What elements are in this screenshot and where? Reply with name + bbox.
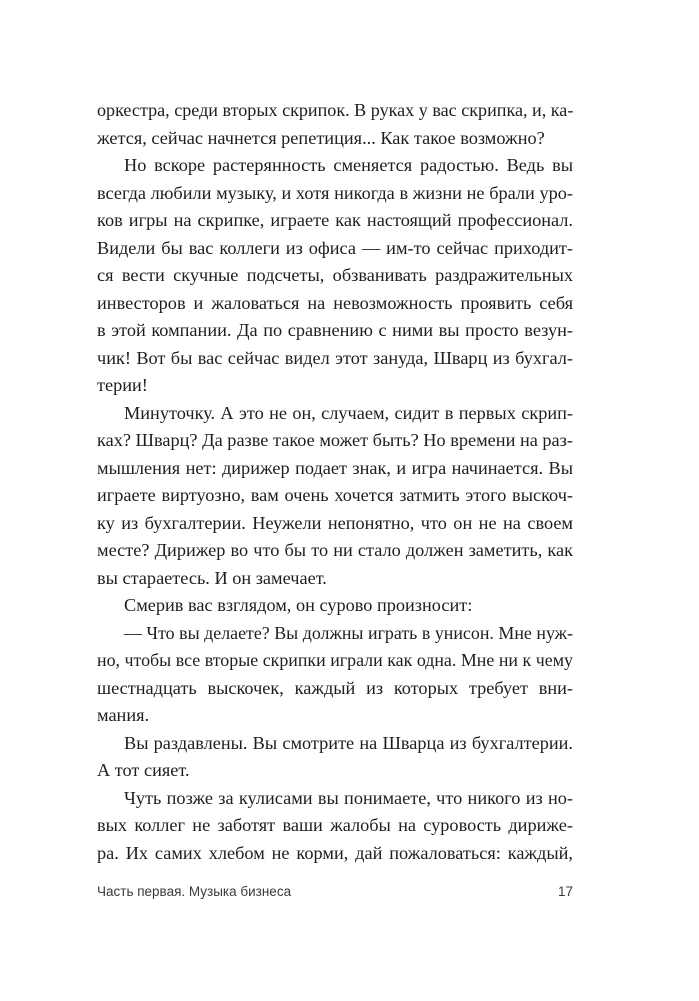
text-line: вых коллег не заботят ваши жалобы на суровость дириже- xyxy=(97,815,573,835)
text-line: — Что вы делаете? Вы должны играть в унисон. Мне нуж- xyxy=(124,622,573,643)
text-line: шестнадцать выскочек, каждый из которых требует вни- xyxy=(97,677,573,698)
text-line: жется, сейчас начнется репетиция... Как такое возможно? xyxy=(97,127,545,148)
text-line: Видели бы вас коллеги из офиса — им-то сейчас приходит- xyxy=(97,237,573,258)
text-line: всегда любили музыку, и хотя никогда в жизни не брали уро- xyxy=(97,182,573,203)
text-line: Чуть позже за кулисами вы понимаете, что никого из но- xyxy=(124,787,573,808)
text-line: ков игры на скрипке, играете как настоящий профессионал. xyxy=(97,210,573,230)
text-line: месте? Дирижер во что бы то ни стало должен заметить, как xyxy=(97,540,573,560)
text-line: ра. Их самих хлебом не корми, дай пожаловаться: каждый, xyxy=(97,842,573,863)
text-line: но, чтобы все вторые скрипки играли как одна. Мне ни к чему xyxy=(97,650,573,670)
text-line: Минуточку. А это не он, случаем, сидит в первых скрип- xyxy=(124,402,573,423)
text-line: Но вскоре растерянность сменяется радостью. Ведь вы xyxy=(124,155,573,175)
text-line: играете виртуозно, вам очень хочется затмить этого выскоч- xyxy=(97,485,573,505)
text-line: вы стараетесь. И он замечает. xyxy=(97,567,327,588)
text-line: инвесторов и жаловаться на невозможность проявить себя xyxy=(97,292,573,313)
text-line: Вы раздавлены. Вы смотрите на Шварца из бухгалтерии. xyxy=(124,732,573,753)
page-number: 17 xyxy=(557,884,573,899)
text-line: мышления нет: дирижер подает знак, и игра начинается. Вы xyxy=(97,457,573,478)
text-line: терии! xyxy=(97,375,148,395)
text-line: ся вести скучные подсчеты, обзванивать раздражительных xyxy=(97,265,573,285)
text-line: Смерив вас взглядом, он сурово произносит: xyxy=(124,595,473,615)
text-line: ку из бухгалтерии. Неужели непонятно, что он не на своем xyxy=(97,512,573,533)
text-line: оркестра, среди вторых скрипок. В руках у вас скрипка, и, ка- xyxy=(97,100,574,120)
text-line: чик! Вот бы вас сейчас видел этот зануда, Шварц из бухгал- xyxy=(97,347,573,368)
body-text xyxy=(97,97,573,867)
text-line: ках? Шварц? Да разве такое может быть? Но времени на раз- xyxy=(97,430,573,450)
text-line: мания. xyxy=(97,705,150,725)
text-line: в этой компании. Да по сравнению с ними вы просто везун- xyxy=(97,320,573,340)
running-title: Часть первая. Музыка бизнеса xyxy=(97,884,292,899)
text-line: А тот сияет. xyxy=(97,760,190,780)
